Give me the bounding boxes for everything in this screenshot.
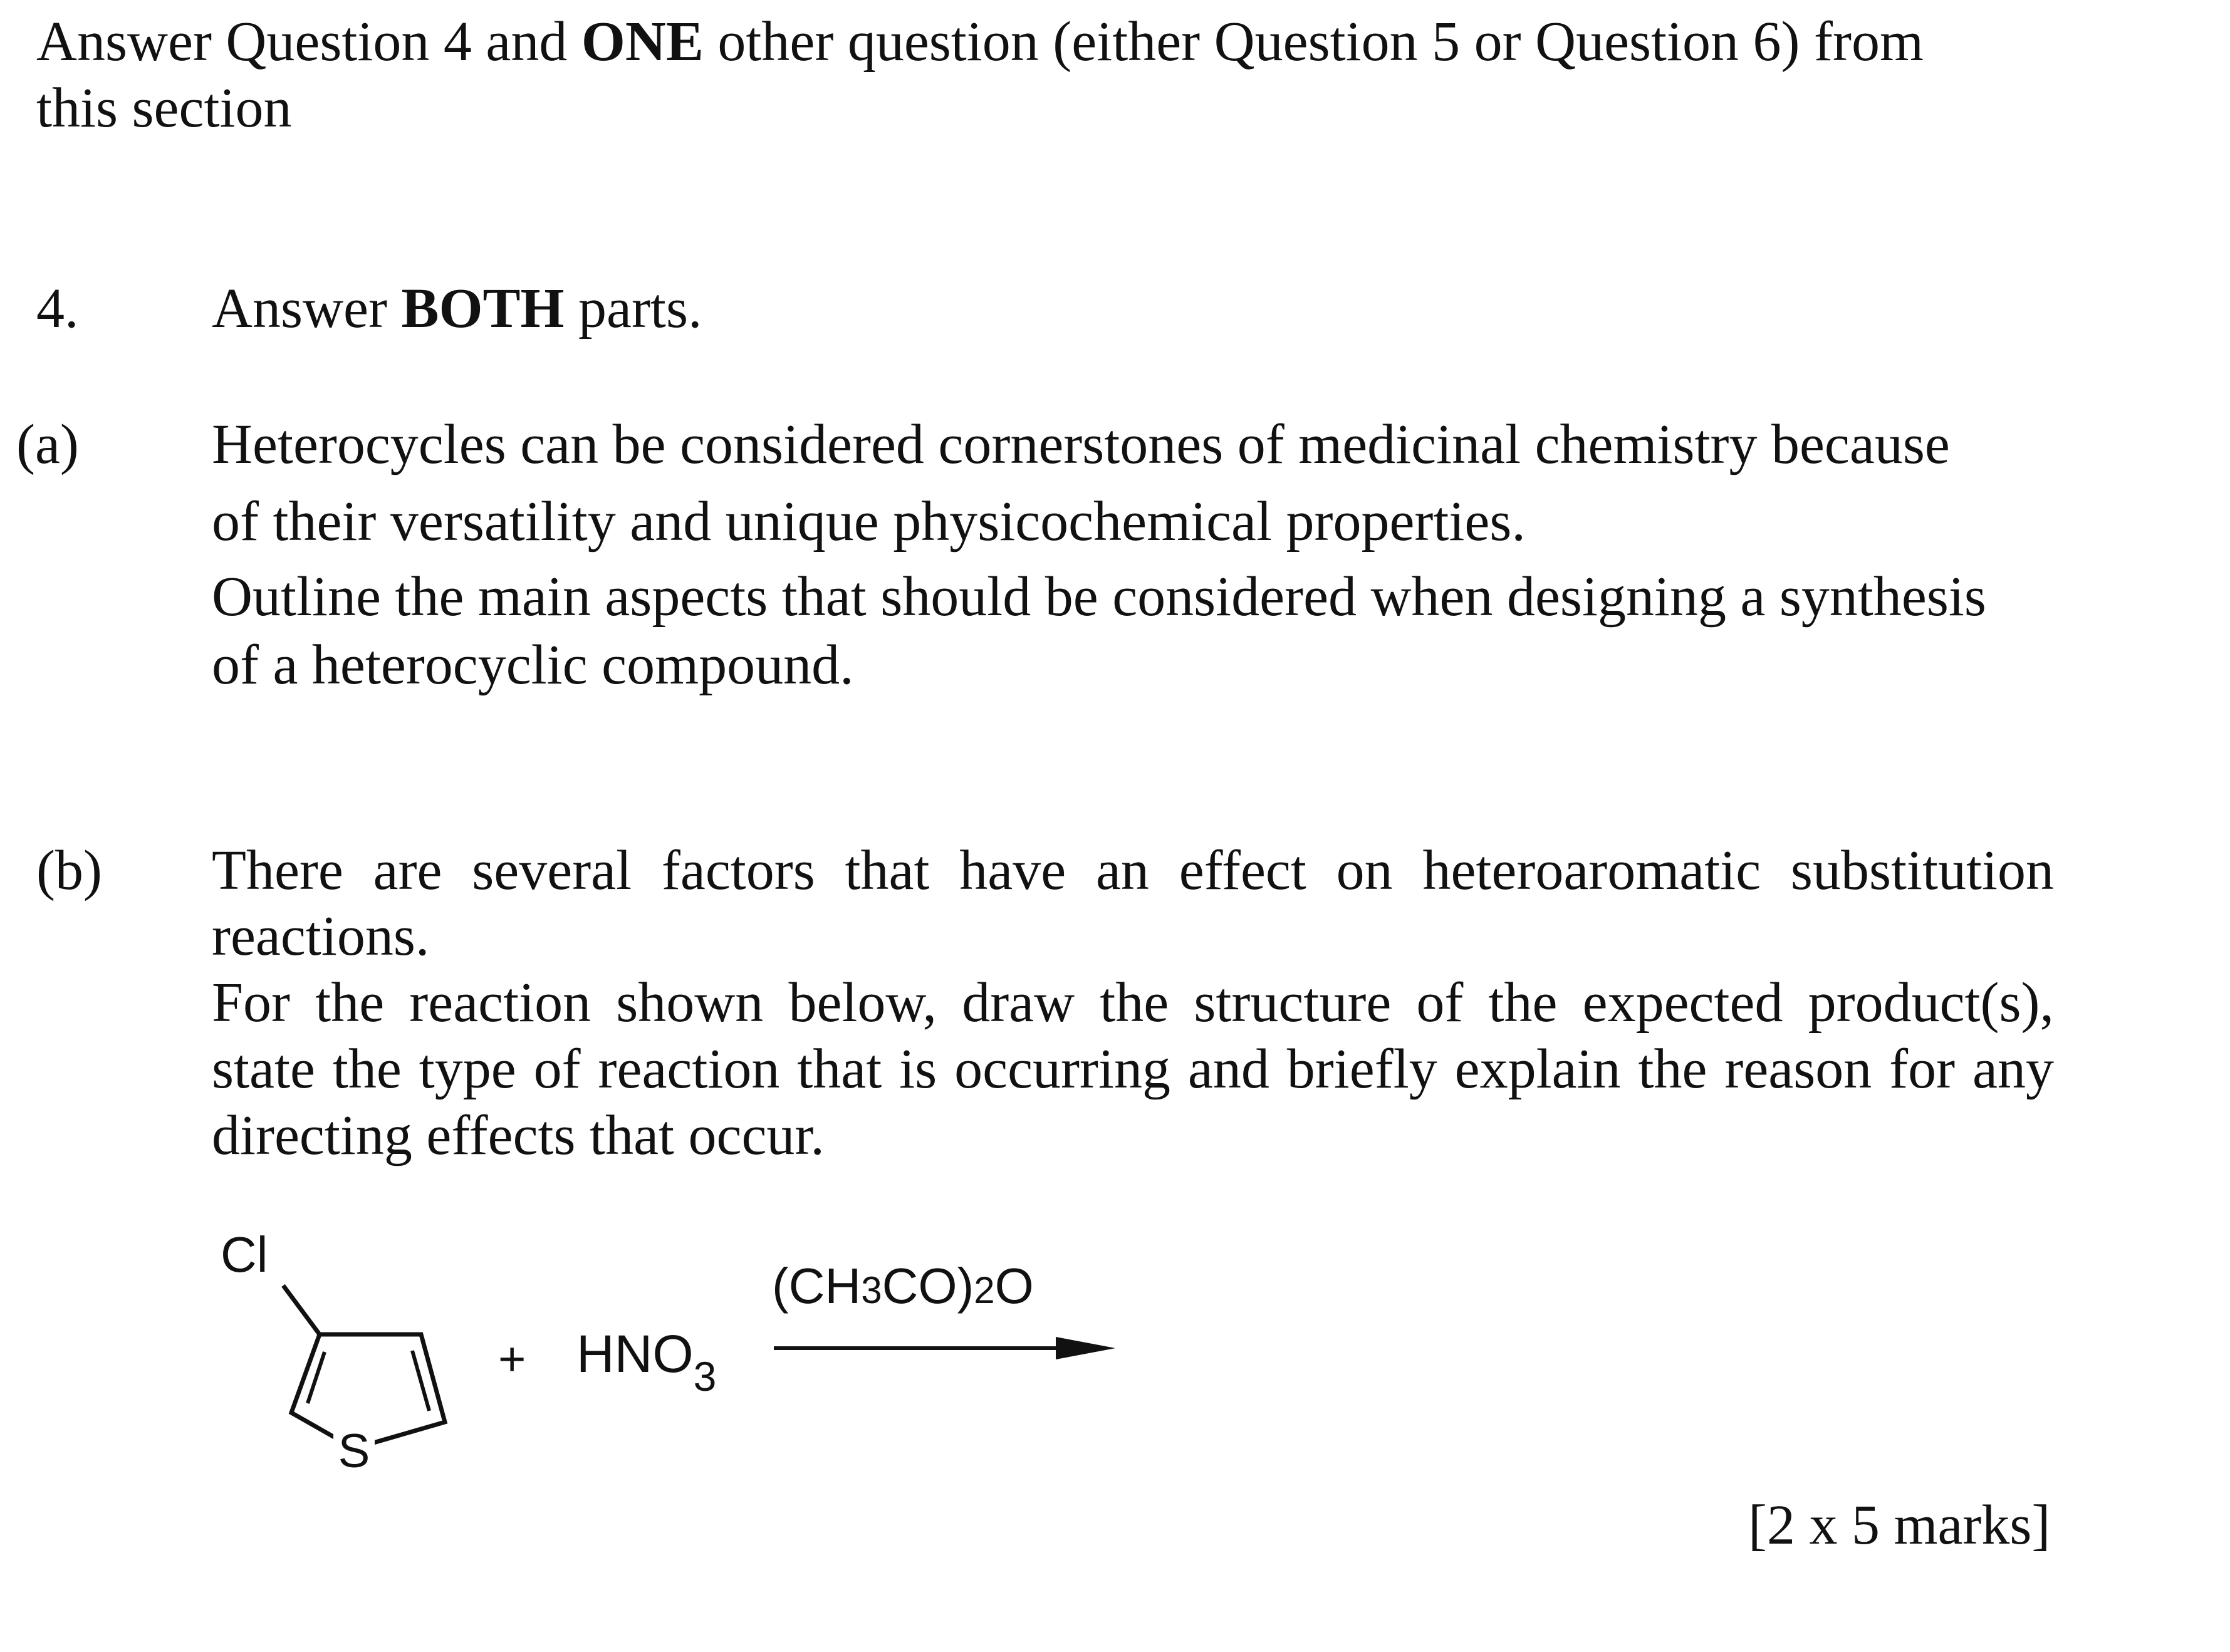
part-a-text-line: Heterocycles can be considered cornerstones of medicinal chemistry because <box>212 413 1950 475</box>
conditions-subscript: 2 <box>974 1269 995 1311</box>
reagent-formula: HNO <box>576 1324 694 1383</box>
conditions-text: O <box>994 1258 1034 1314</box>
thiophene-structure <box>221 1227 445 1478</box>
part-a-text-line: of a heterocyclic compound. <box>212 634 854 696</box>
reaction-conditions <box>772 1258 1034 1314</box>
part-b-text-line: state the type of reaction that is occurring and briefly explain the reason for any <box>212 1038 2054 1100</box>
conditions-text: (CH <box>772 1258 862 1314</box>
instruction-emphasis: ONE <box>581 11 704 73</box>
part-b-text-line: directing effects that occur. <box>212 1104 825 1166</box>
question-number: 4. <box>36 278 79 340</box>
marks-allocation: [2 x 5 marks] <box>1748 1494 2051 1556</box>
question-lead-text: Answer <box>212 278 402 340</box>
conditions-text: CO) <box>882 1258 974 1314</box>
part-a-text-line: of their versatility and unique physicochemical properties. <box>212 491 1526 553</box>
part-b-label: (b) <box>36 839 102 901</box>
instruction-text: other question (either Question 5 or Question 6) from <box>703 11 1924 73</box>
question-lead-emphasis: BOTH <box>401 278 565 340</box>
chlorine-atom-label: Cl <box>221 1227 268 1282</box>
part-b-text-line: There are several factors that have an effect on heteroaromatic substitution <box>212 839 2054 901</box>
instruction-line-1 <box>36 11 1924 73</box>
part-a-label: (a) <box>16 413 79 475</box>
c-cl-bond <box>283 1286 320 1334</box>
question-lead-text: parts. <box>564 278 702 340</box>
reaction-arrow-head <box>1056 1337 1115 1359</box>
part-a-text-line: Outline the main aspects that should be considered when designing a synthesis <box>212 566 1986 628</box>
instruction-text: Answer Question 4 and <box>36 11 581 73</box>
plus-sign: + <box>498 1333 526 1386</box>
nitric-acid-reagent <box>576 1324 716 1400</box>
instruction-line-2: this section <box>36 77 292 139</box>
reaction-scheme <box>188 1215 1191 1510</box>
part-b-text-line: For the reaction shown below, draw the structure of the expected product(s), <box>212 972 2054 1034</box>
conditions-subscript: 3 <box>861 1269 882 1311</box>
reagent-subscript: 3 <box>693 1353 717 1400</box>
part-b-text-line: reactions. <box>212 905 430 967</box>
sulfur-atom-label: S <box>338 1425 370 1478</box>
question-lead <box>212 278 702 340</box>
